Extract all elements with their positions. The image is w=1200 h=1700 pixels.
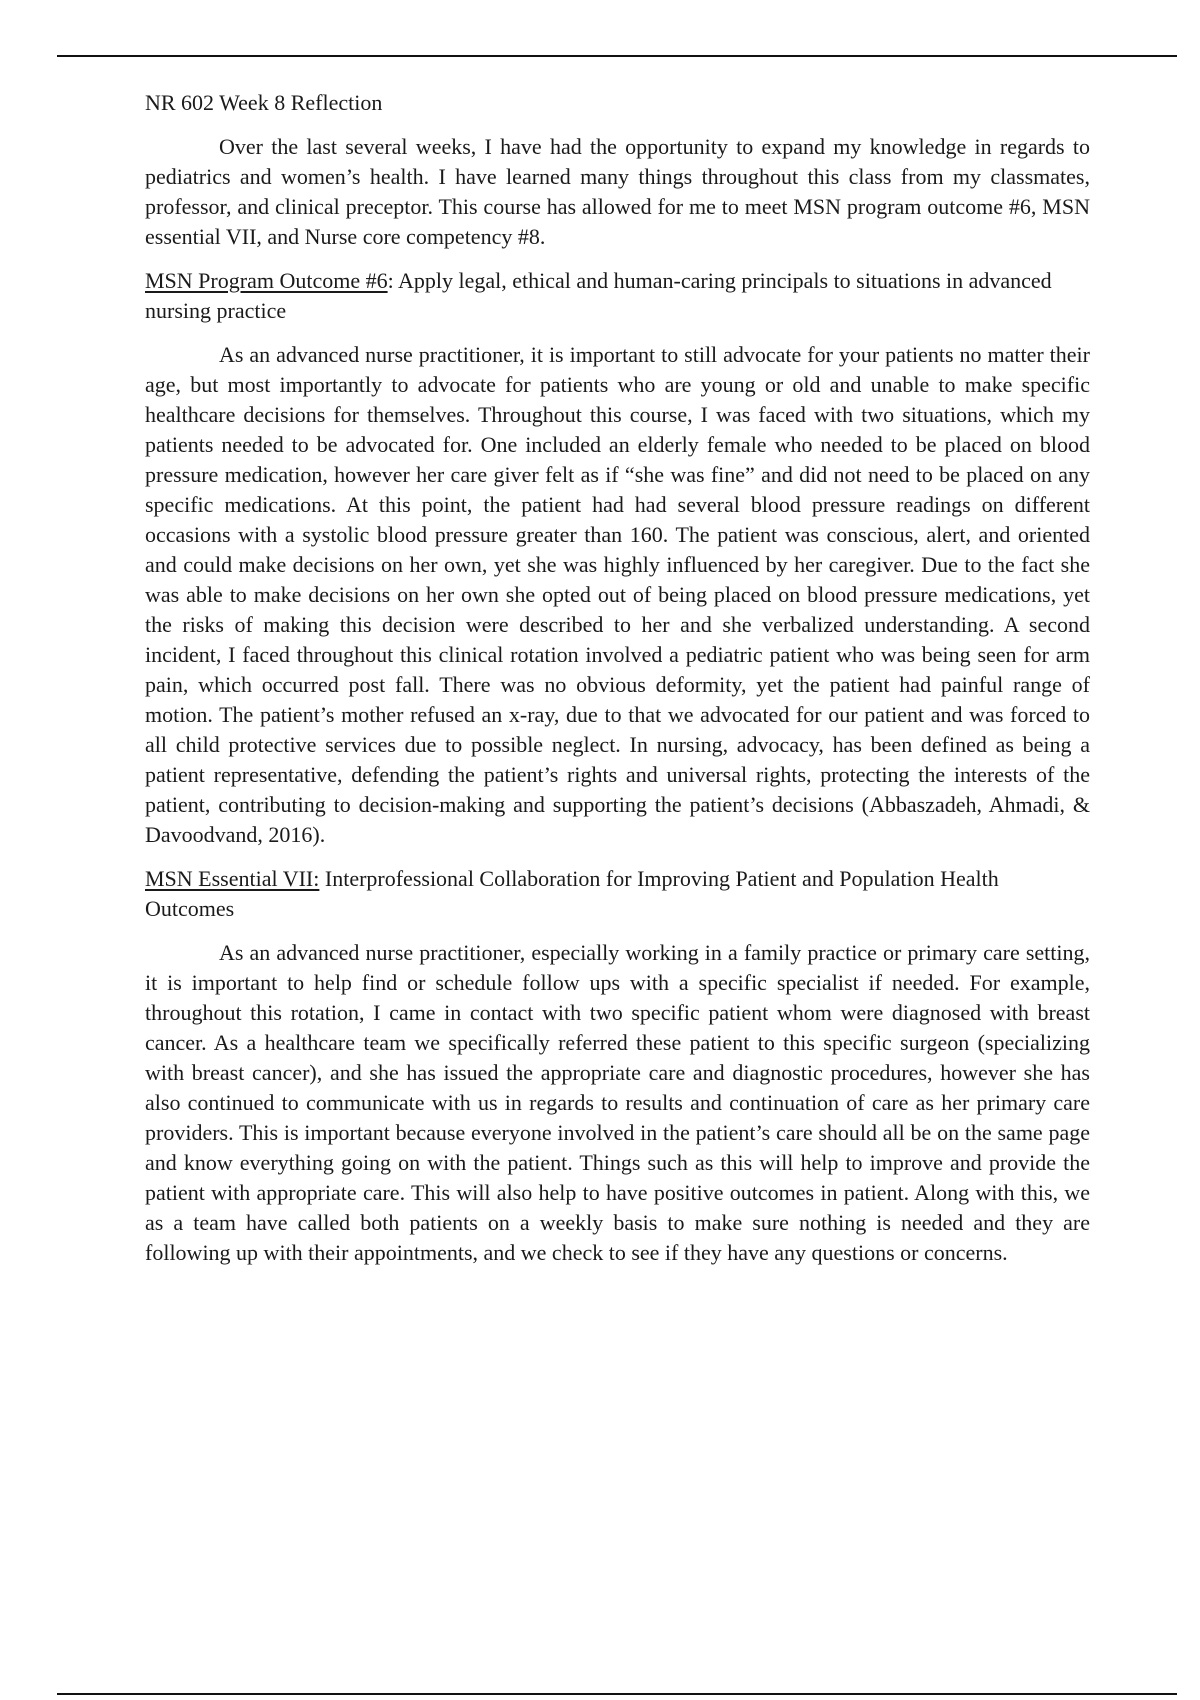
bottom-rule (57, 1693, 1177, 1695)
section-label-essential-vii: MSN Essential VII: (145, 866, 320, 891)
top-rule (57, 55, 1177, 57)
section-heading-text-essential-vii: Interprofessional Collaboration for Improving Patient and Population Health Outcomes (145, 866, 999, 921)
document-body (145, 88, 1090, 1282)
document-title: NR 602 Week 8 Reflection (145, 90, 383, 115)
section-label-program-outcome: MSN Program Outcome #6 (145, 268, 388, 293)
section-heading-program-outcome (145, 266, 1090, 326)
section-heading-text-program-outcome: : Apply legal, ethical and human-caring principals to situations in advanced nursing practice (145, 268, 1052, 323)
essential-vii-paragraph: As an advanced nurse practitioner, especially working in a family practice or primary care setting, it is important to help find or schedule follow ups with a specific specialist if needed. For example, throughout this rotation, I came in contact with two specific patient whom were diagnosed with breast cancer. As a healthcare team we specifically referred these patient to this specific surgeon (specializing with breast cancer), and she has issued the appropriate care and diagnostic procedures, however she has also continued to communicate with us in regards to results and continuation of care as her primary care providers. This is important because everyone involved in the patient’s care should all be on the same page and know everything going on with the patient. Things such as this will help to improve and provide the patient with appropriate care. This will also help to have positive outcomes in patient. Along with this, we as a team have called both patients on a weekly basis to make sure nothing is needed and they are following up with their appointments, and we check to see if they have any questions or concerns. (145, 940, 1090, 1265)
intro-paragraph: Over the last several weeks, I have had the opportunity to expand my knowledge in regards to pediatrics and women’s health. I have learned many things throughout this class from my classmates, professor, and clinical preceptor. This course has allowed for me to meet MSN program outcome #6, MSN essential VII, and Nurse core competency #8. (145, 134, 1090, 249)
program-outcome-paragraph: As an advanced nurse practitioner, it is important to still advocate for your patients no matter their age, but most importantly to advocate for patients who are young or old and unable to make specific healthcare decisions for themselves. Throughout this course, I was faced with two situations, which my patients needed to be advocated for. One included an elderly female who needed to be placed on blood pressure medication, however her care giver felt as if “she was fine” and did not need to be placed on any specific medications. At this point, the patient had had several blood pressure readings on different occasions with a systolic blood pressure greater than 160. The patient was conscious, alert, and oriented and could make decisions on her own, yet she was highly influenced by her caregiver. Due to the fact she was able to make decisions on her own she opted out of being placed on blood pressure medications, yet the risks of making this decision were described to her and she verbalized understanding. A second incident, I faced throughout this clinical rotation involved a pediatric patient who was being seen for arm pain, which occurred post fall. There was no obvious deformity, yet the patient had painful range of motion. The patient’s mother refused an x-ray, due to that we advocated for our patient and was forced to all child protective services due to possible neglect. In nursing, advocacy, has been defined as being a patient representative, defending the patient’s rights and universal rights, protecting the interests of the patient, contributing to decision-making and supporting the patient’s decisions (Abbaszadeh, Ahmadi, & Davoodvand, 2016). (145, 342, 1090, 847)
section-heading-essential-vii (145, 864, 1090, 924)
